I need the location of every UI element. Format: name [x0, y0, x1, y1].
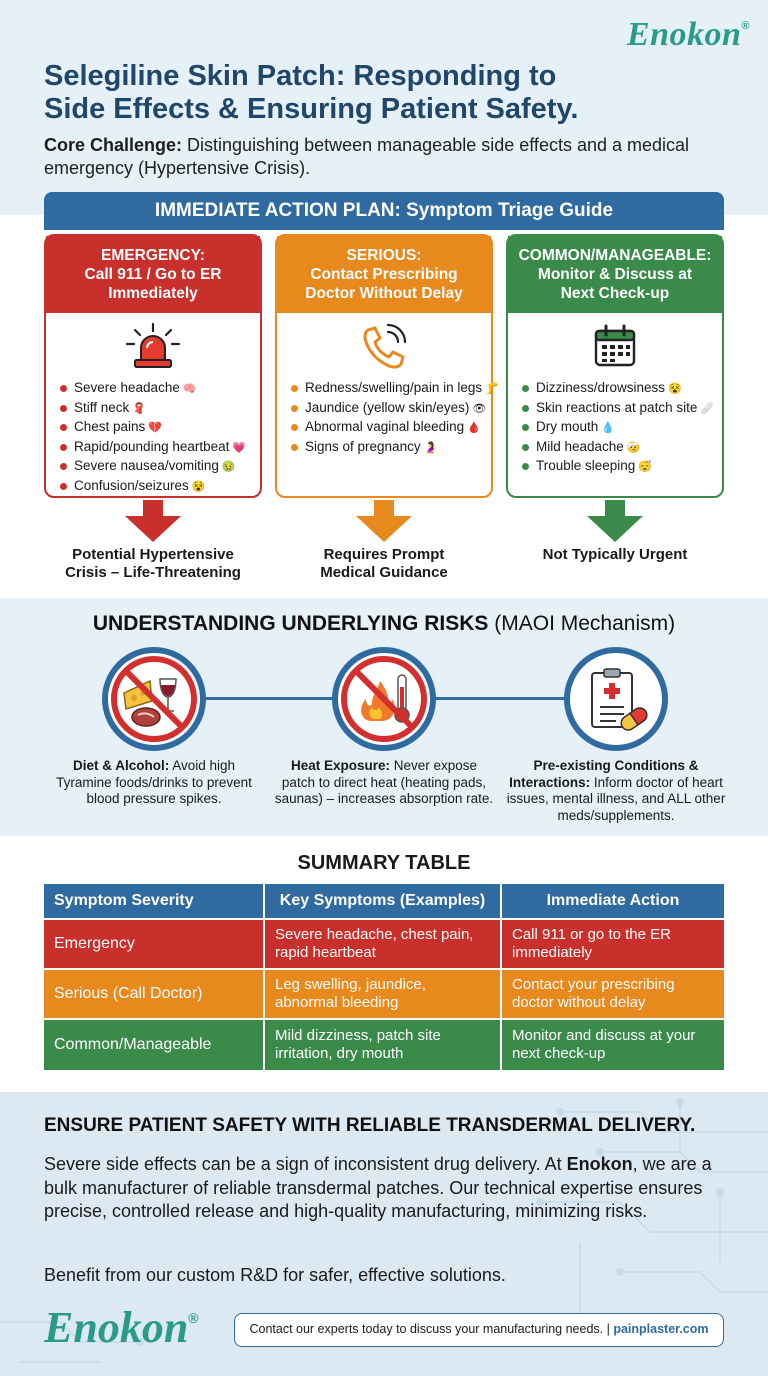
risk-heat-circle [332, 647, 436, 751]
common-card-header [508, 236, 722, 313]
list-item: Signs of pregnancy 🤰 [291, 438, 481, 458]
emergency-title: EMERGENCY: [101, 247, 205, 264]
list-item: Skin reactions at patch site 🩹 [522, 399, 712, 419]
footer-headline: ENSURE PATIENT SAFETY WITH RELIABLE TRANSDERMAL DELIVERY. [44, 1115, 696, 1136]
table-cell: Contact your prescribing doctor without delay [502, 970, 724, 1018]
bandage-icon: 🩹 [700, 402, 715, 415]
list-item: Severe nausea/vomiting 🤢 [60, 457, 250, 477]
core-challenge-text: Distinguishing between manageable side effects and a medical emergency (Hypertensive Crisis). [44, 135, 690, 178]
nauseated-face-icon: 🤢 [221, 461, 236, 474]
list-item: Trouble sleeping 😴 [522, 457, 712, 477]
medical-clipboard-icon [576, 659, 656, 739]
risks-title: UNDERSTANDING UNDERLYING RISKS (MAOI Mechanism) [92, 612, 676, 635]
list-item: Mild headache 🤕 [522, 438, 712, 458]
droplet-icon: 💧 [601, 422, 615, 435]
risk-heat-text: Heat Exposure: Never expose patch to direct heat (heating pads, saunas) – increases absorption rate. [274, 758, 494, 806]
summary-table [44, 884, 724, 1070]
serious-instruction-2: Doctor Without Delay [305, 285, 463, 302]
common-outcome: Not Typically Urgent [542, 546, 688, 563]
common-instruction-1: Monitor & Discuss at [537, 266, 693, 283]
serious-card-header [277, 236, 491, 313]
list-item: Confusion/seizures 😵 [60, 477, 250, 497]
summary-title: SUMMARY TABLE [297, 852, 471, 874]
common-title: COMMON/MANAGEABLE: [518, 247, 712, 264]
list-item: Stiff neck 🧣 [60, 399, 250, 419]
brand-logo-bottom: Enokon® [44, 1303, 199, 1352]
table-cell: Mild dizziness, patch site irritation, dry mouth [265, 1020, 502, 1070]
emergency-card [44, 234, 262, 498]
no-tyramine-foods-icon [108, 653, 200, 745]
list-item: Redness/swelling/pain in legs 🦵 [291, 379, 481, 399]
no-heat-icon [338, 653, 430, 745]
table-cell: Emergency [44, 920, 265, 968]
footer-benefit: Benefit from our custom R&D for safer, effective solutions. [44, 1265, 506, 1285]
phone-icon [358, 322, 410, 370]
title-line-1: Selegiline Skin Patch: Responding to [44, 60, 557, 92]
arrow-down-icon [354, 500, 414, 542]
siren-icon [123, 322, 183, 370]
arrow-down-icon [585, 500, 645, 542]
connector-line [206, 697, 336, 700]
dizzy-face-icon: 😵 [191, 480, 206, 493]
serious-instruction-1: Contact Prescribing [310, 266, 458, 283]
table-cell: Common/Manageable [44, 1020, 265, 1070]
emergency-outcome: Potential Hypertensive Crisis – Life-Threatening [65, 546, 241, 581]
risk-diet-circle [102, 647, 206, 751]
blood-drop-icon: 🩸 [467, 422, 481, 435]
serious-title: SERIOUS: [346, 247, 422, 264]
list-item: Abnormal vaginal bleeding 🩸 [291, 418, 481, 438]
table-cell: Serious (Call Doctor) [44, 970, 265, 1018]
table-header: Symptom Severity [44, 884, 265, 918]
brain-icon: 🧠 [182, 383, 197, 395]
contact-text: Contact our experts today to discuss your manufacturing needs. | [249, 1322, 614, 1336]
list-item: Chest pains 💔 [60, 418, 250, 438]
common-symptom-list [508, 379, 722, 477]
emergency-symptom-list [46, 379, 260, 497]
dizzy-face-icon: 😵 [668, 383, 682, 395]
risk-conditions-circle [564, 647, 668, 751]
eye-icon: 👁 [472, 402, 487, 415]
table-header: Immediate Action [502, 884, 724, 918]
table-cell: Monitor and discuss at your next check-up [502, 1020, 724, 1070]
serious-outcome: Requires Prompt Medical Guidance [320, 546, 448, 581]
page-title [44, 60, 684, 126]
serious-symptom-list [277, 379, 499, 457]
calendar-icon [592, 323, 638, 369]
core-challenge [44, 134, 724, 180]
list-item: Dizziness/drowsiness 😵 [522, 379, 712, 399]
pregnant-icon: 🤰 [423, 441, 438, 454]
table-cell: Leg swelling, jaundice, abnormal bleeding [265, 970, 502, 1018]
arrow-down-icon [123, 500, 183, 542]
list-item: Rapid/pounding heartbeat 💗 [60, 438, 250, 458]
serious-card [275, 234, 499, 498]
emergency-card-header [46, 236, 260, 313]
table-row [44, 968, 724, 1018]
table-row [44, 1018, 724, 1070]
heartbeat-icon: 💗 [232, 441, 247, 454]
broken-heart-icon: 💔 [148, 422, 162, 435]
connector-line [432, 697, 568, 700]
footer-body: Severe side effects can be a sign of inconsistent drug delivery. At Enokon, we are a bulk manufacturer of reliable transdermal patches. Our technical expertise ensures precise, controlled release and high-quality manufacturing, minimizing risks. [44, 1154, 712, 1221]
sleeping-face-icon: 😴 [638, 461, 653, 474]
list-item: Dry mouth 💧 [522, 418, 712, 438]
contact-box[interactable] [234, 1313, 724, 1347]
action-plan-banner: IMMEDIATE ACTION PLAN: Symptom Triage Guide [44, 192, 724, 230]
footer-brand: Enokon [566, 1154, 633, 1174]
emergency-instruction-2: Immediately [108, 285, 198, 302]
core-challenge-label: Core Challenge: [44, 135, 183, 155]
table-header: Key Symptoms (Examples) [265, 884, 502, 918]
leg-icon: 🦵 [485, 383, 499, 395]
emergency-instruction-1: Call 911 / Go to ER [84, 266, 222, 283]
risk-diet-text: Diet & Alcohol: Avoid high Tyramine foods/drinks to prevent blood pressure spikes. [56, 758, 252, 806]
table-cell: Call 911 or go to the ER immediately [502, 920, 724, 968]
common-card [506, 234, 724, 498]
table-header-row [44, 884, 724, 918]
table-row [44, 918, 724, 968]
list-item: Jaundice (yellow skin/eyes) 👁 [291, 399, 481, 419]
table-cell: Severe headache, chest pain, rapid heartbeat [265, 920, 502, 968]
list-item: Severe headache 🧠 [60, 379, 250, 399]
website-link[interactable]: painplaster.com [613, 1322, 709, 1336]
risk-conditions-text: Pre-existing Conditions & Interactions: Inform doctor of heart issues, mental illness, and ALL other meds/supplements. [506, 758, 726, 823]
scarf-icon: 🧣 [132, 402, 146, 415]
common-instruction-2: Next Check-up [560, 285, 670, 302]
title-line-2: Side Effects & Ensuring Patient Safety. [44, 93, 579, 125]
brand-logo-top: Enokon® [626, 16, 750, 53]
head-bandage-icon: 🤕 [626, 441, 641, 454]
